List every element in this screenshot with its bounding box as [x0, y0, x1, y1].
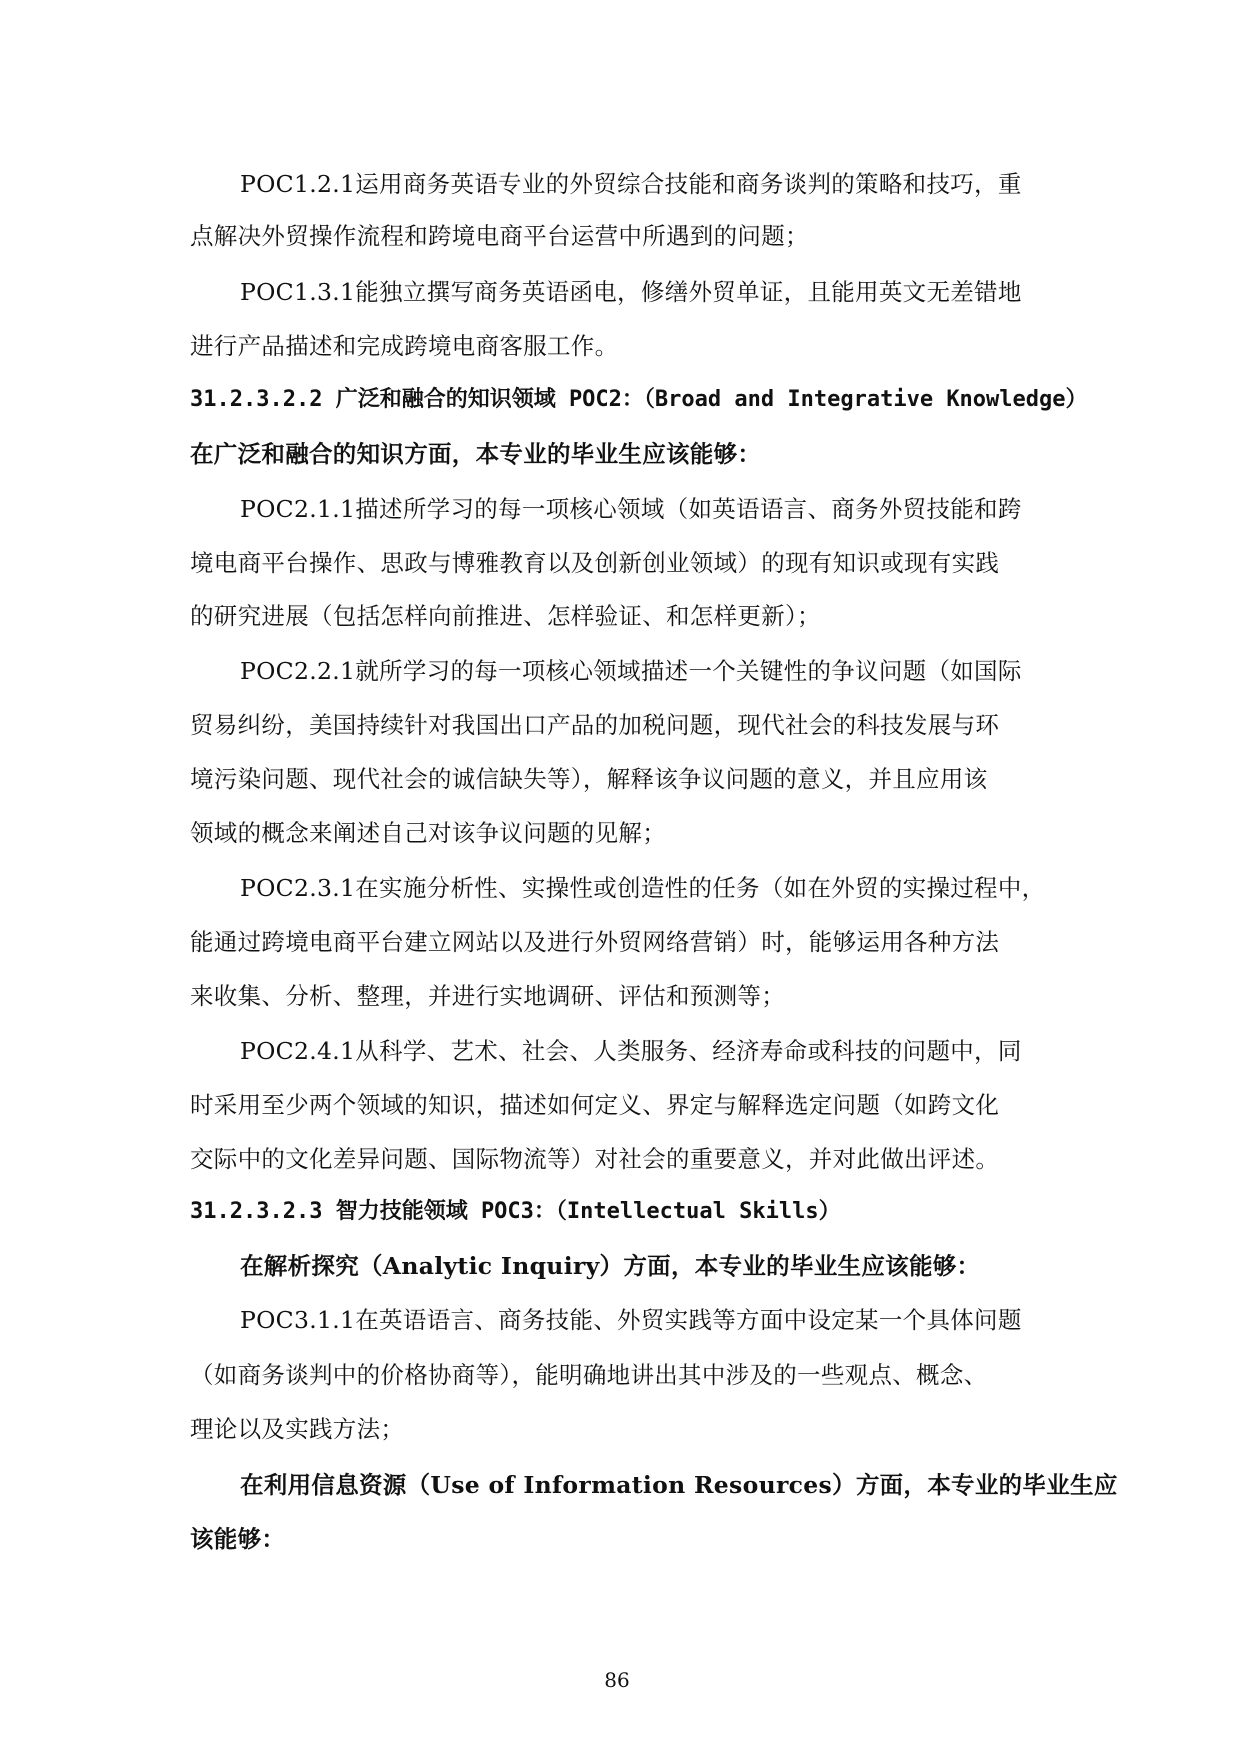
- paragraph-line: 进行产品描述和完成跨境电商客服工作。: [190, 332, 619, 360]
- paragraph-line: POC2.2.1就所学习的每一项核心领域描述一个关键性的争议问题（如国际: [240, 657, 1022, 685]
- paragraph-line: POC2.3.1在实施分析性、实操性或创造性的任务（如在外贸的实操过程中，: [240, 874, 1046, 902]
- subheading: 在利用信息资源（Use of Information Resources）方面，本专业的毕业生应: [240, 1471, 1118, 1499]
- section-heading: 31.2.3.2.2 广泛和融合的知识领域 POC2：（Broad and Integrative Knowledge）: [190, 387, 1088, 412]
- paragraph-line: POC3.1.1在英语语言、商务技能、外贸实践等方面中设定某一个具体问题: [240, 1306, 1022, 1334]
- paragraph-line: POC1.3.1能独立撰写商务英语函电，修缮外贸单证，且能用英文无差错地: [240, 278, 1022, 306]
- paragraph-line: 理论以及实践方法；: [190, 1415, 405, 1443]
- subheading: 该能够：: [190, 1525, 286, 1553]
- paragraph-line: 境电商平台操作、思政与博雅教育以及创新创业领域）的现有知识或现有实践: [190, 549, 1000, 577]
- paragraph-line: 境污染问题、现代社会的诚信缺失等），解释该争议问题的意义，并且应用该: [190, 765, 988, 793]
- paragraph-line: 时采用至少两个领域的知识，描述如何定义、界定与解释选定问题（如跨文化: [190, 1091, 1000, 1119]
- subheading: 在广泛和融合的知识方面，本专业的毕业生应该能够：: [190, 440, 762, 468]
- section-heading: 31.2.3.2.3 智力技能领域 POC3：（Intellectual Skills）: [190, 1199, 841, 1224]
- paragraph-line: 点解决外贸操作流程和跨境电商平台运营中所遇到的问题；: [190, 222, 809, 250]
- page-number: 86: [604, 1668, 630, 1692]
- subheading: 在解析探究（Analytic Inquiry）方面，本专业的毕业生应该能够：: [240, 1252, 981, 1280]
- paragraph-line: 的研究进展（包括怎样向前推进、怎样验证、和怎样更新）；: [190, 602, 821, 630]
- paragraph-line: 贸易纠纷，美国持续针对我国出口产品的加税问题，现代社会的科技发展与环: [190, 711, 1000, 739]
- paragraph-line: POC1.2.1运用商务英语专业的外贸综合技能和商务谈判的策略和技巧，重: [240, 170, 1022, 198]
- paragraph-line: （如商务谈判中的价格协商等），能明确地讲出其中涉及的一些观点、概念、: [190, 1361, 988, 1389]
- paragraph-line: POC2.1.1描述所学习的每一项核心领域（如英语语言、商务外贸技能和跨: [240, 495, 1022, 523]
- paragraph-line: 交际中的文化差异问题、国际物流等）对社会的重要意义，并对此做出评述。: [190, 1145, 1000, 1173]
- paragraph-line: 领域的概念来阐述自己对该争议问题的见解；: [190, 819, 666, 847]
- paragraph-line: POC2.4.1从科学、艺术、社会、人类服务、经济寿命或科技的问题中，同: [240, 1037, 1022, 1065]
- paragraph-line: 来收集、分析、整理，并进行实地调研、评估和预测等；: [190, 982, 785, 1010]
- paragraph-line: 能通过跨境电商平台建立网站以及进行外贸网络营销）时，能够运用各种方法: [190, 928, 1000, 956]
